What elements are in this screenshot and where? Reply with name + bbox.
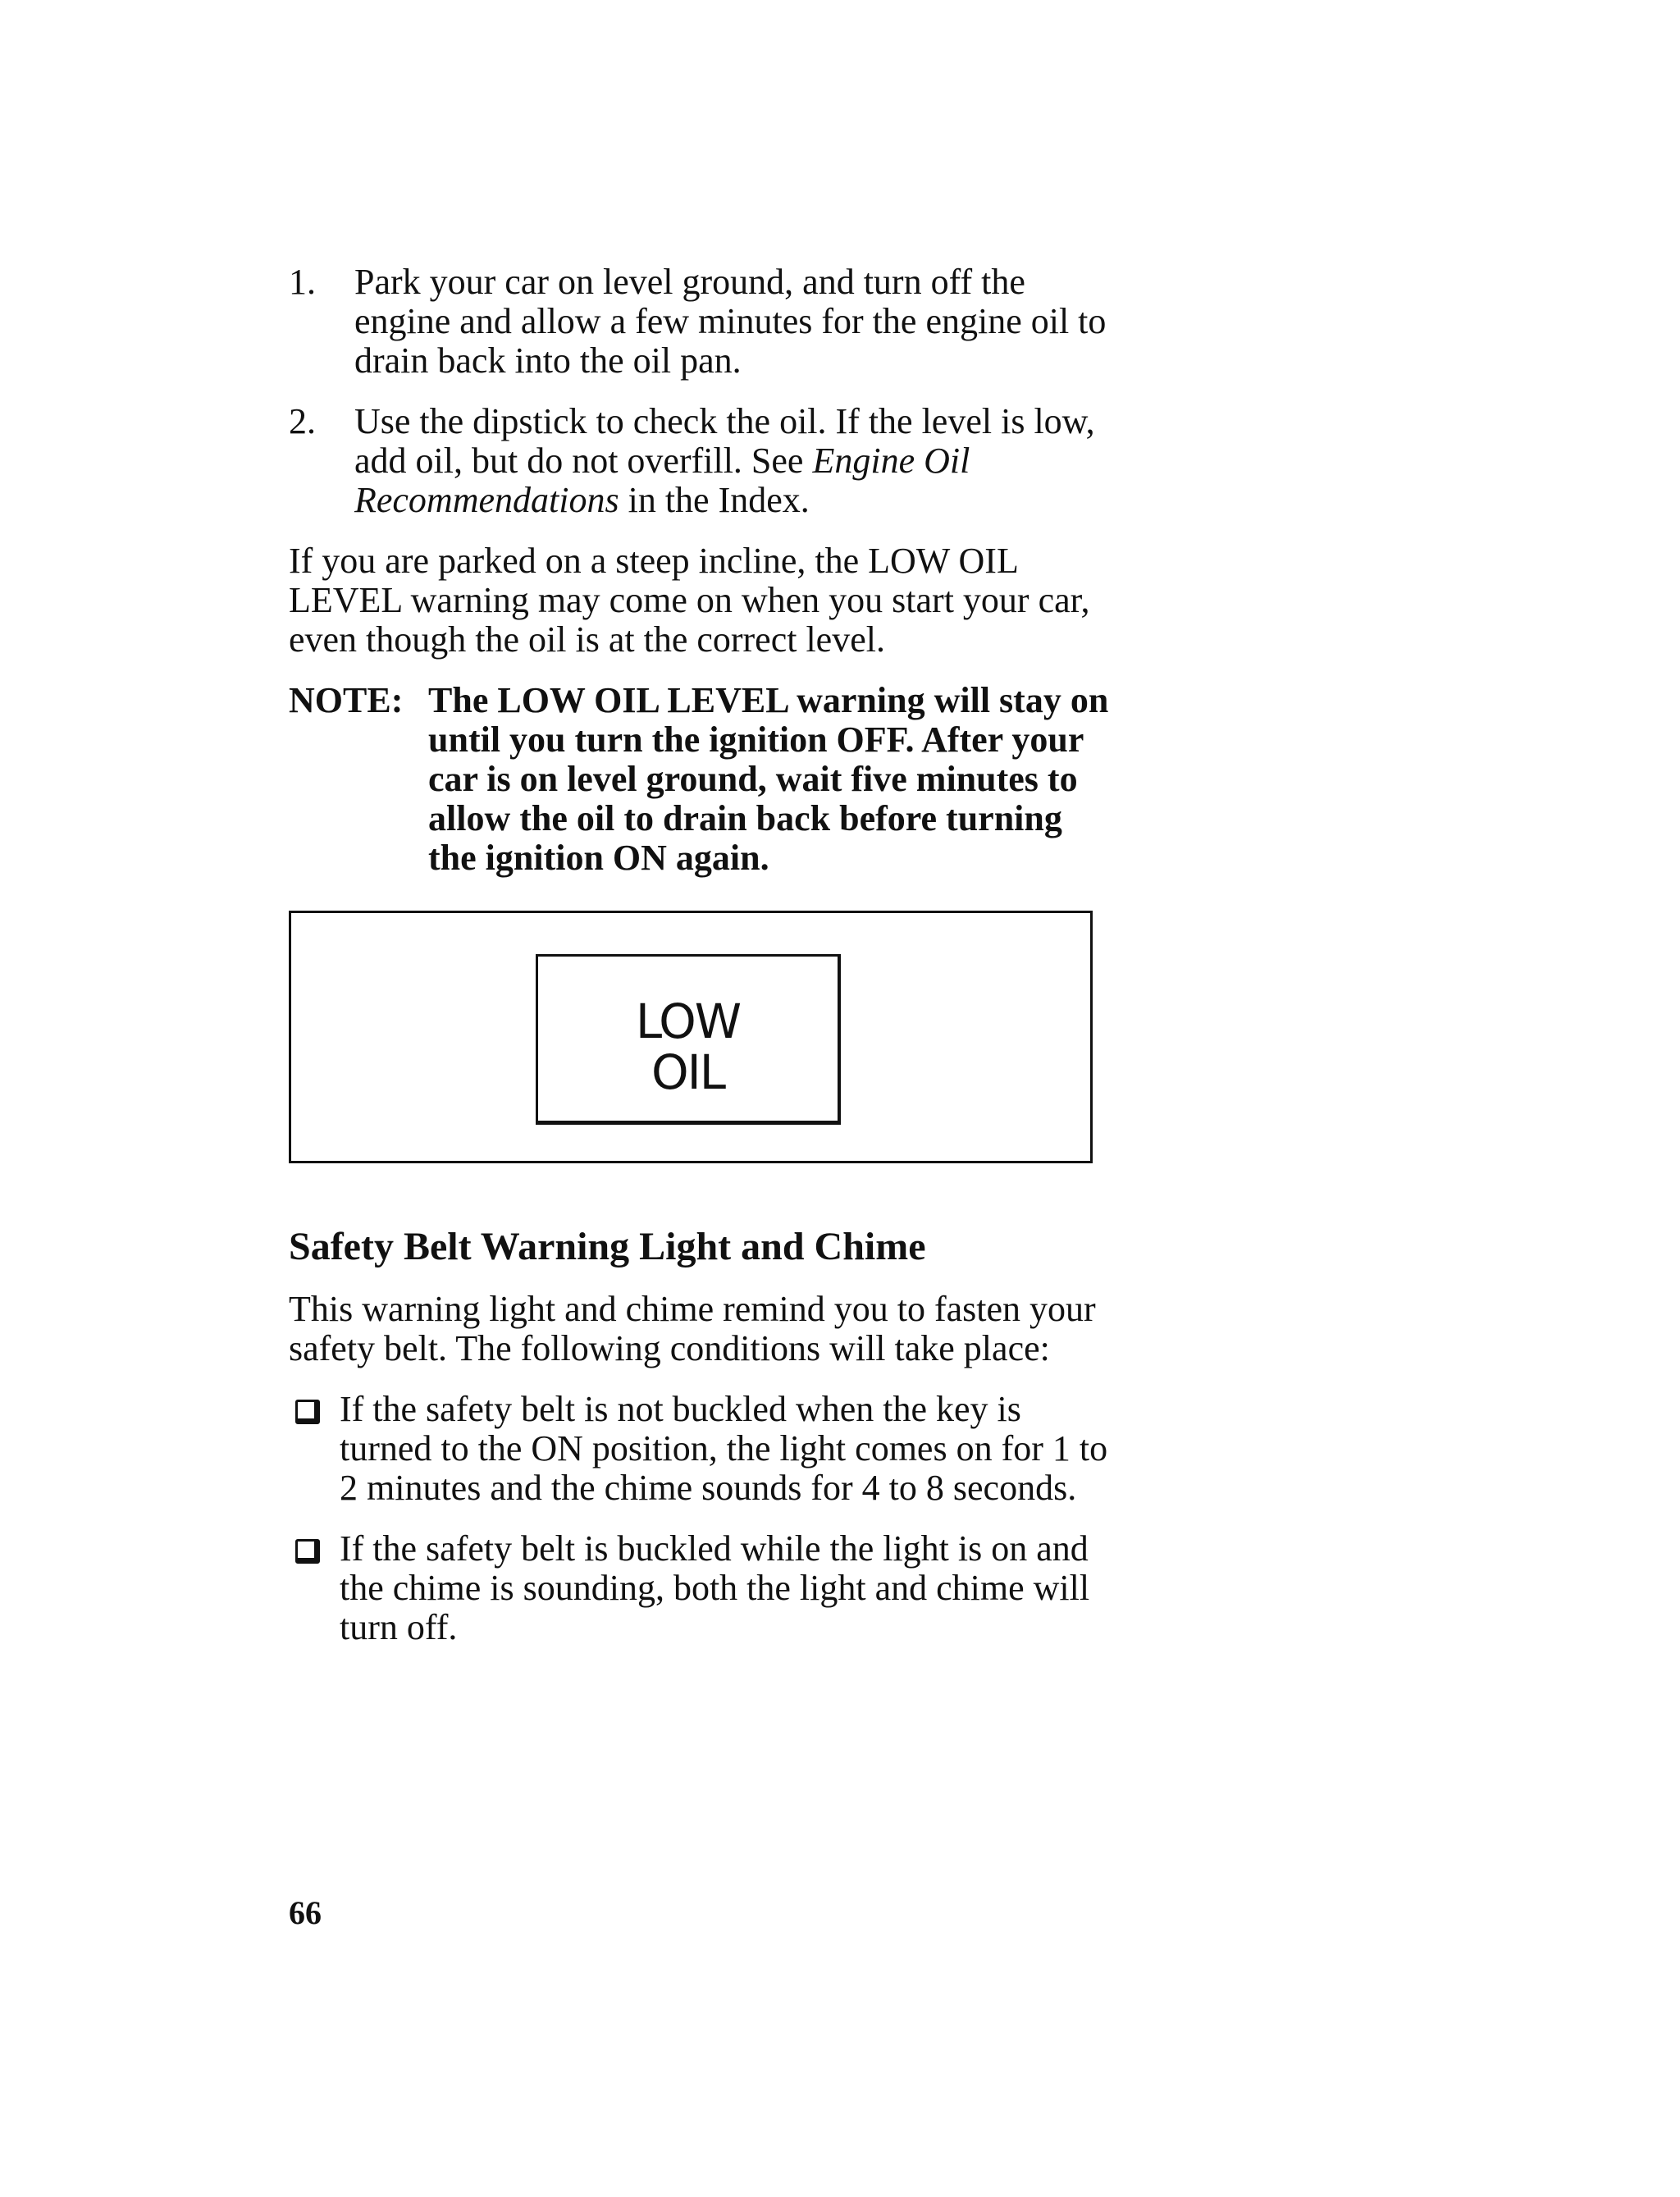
list-item (289, 1390, 1109, 1508)
step-2 (289, 402, 1109, 520)
step-text-end: in the Index. (619, 480, 810, 520)
step-text: Park your car on level ground, and turn off the engine and allow a few minutes for the engine oil to drain back into the oil pan. (354, 262, 1107, 381)
note-block (289, 681, 1109, 878)
list-item (289, 1529, 1109, 1647)
checkbox-bullet-icon (289, 1390, 340, 1508)
checkbox-bullet-icon (289, 1529, 340, 1647)
step-number: 2. (289, 401, 316, 441)
note-label: NOTE: (289, 680, 404, 720)
note-text: The LOW OIL LEVEL warning will stay on until you turn the ignition OFF. After your car is on level ground, wait five minutes to allow the oil to drain back before turning the ignition ON again. (428, 680, 1109, 878)
list-item-text: If the safety belt is not buckled when the key is turned to the ON position, the light comes on for 1 to 2 minutes and the chime sounds for 4 to 8 seconds. (340, 1389, 1108, 1508)
incline-paragraph: If you are parked on a steep incline, the LOW OIL LEVEL warning may come on when you start your car, even though the oil is at the correct level. (289, 541, 1090, 660)
page-number: 66 (289, 1894, 322, 1931)
indicator-line-1: LOW (635, 993, 741, 1049)
section-intro: This warning light and chime remind you to fasten your safety belt. The following conditions will take place: (289, 1289, 1096, 1368)
low-oil-figure (289, 911, 1093, 1163)
step-1 (289, 263, 1109, 381)
step-number: 1. (289, 262, 316, 302)
indicator-label (538, 993, 838, 1100)
manual-page (289, 263, 1109, 1669)
low-oil-warning-light (536, 954, 841, 1125)
step-text-start: Use the dipstick to check the oil. If the level is low, add oil, but do not overfill. See (354, 401, 1095, 481)
step-text (354, 402, 1109, 520)
indicator-line-2: OIL (651, 1044, 725, 1100)
list-item-text: If the safety belt is buckled while the light is on and the chime is sounding, both the light and chime will turn off. (340, 1528, 1090, 1647)
section-title: Safety Belt Warning Light and Chime (289, 1225, 926, 1268)
index-reference: Engine Oil Recommendations (354, 441, 970, 520)
